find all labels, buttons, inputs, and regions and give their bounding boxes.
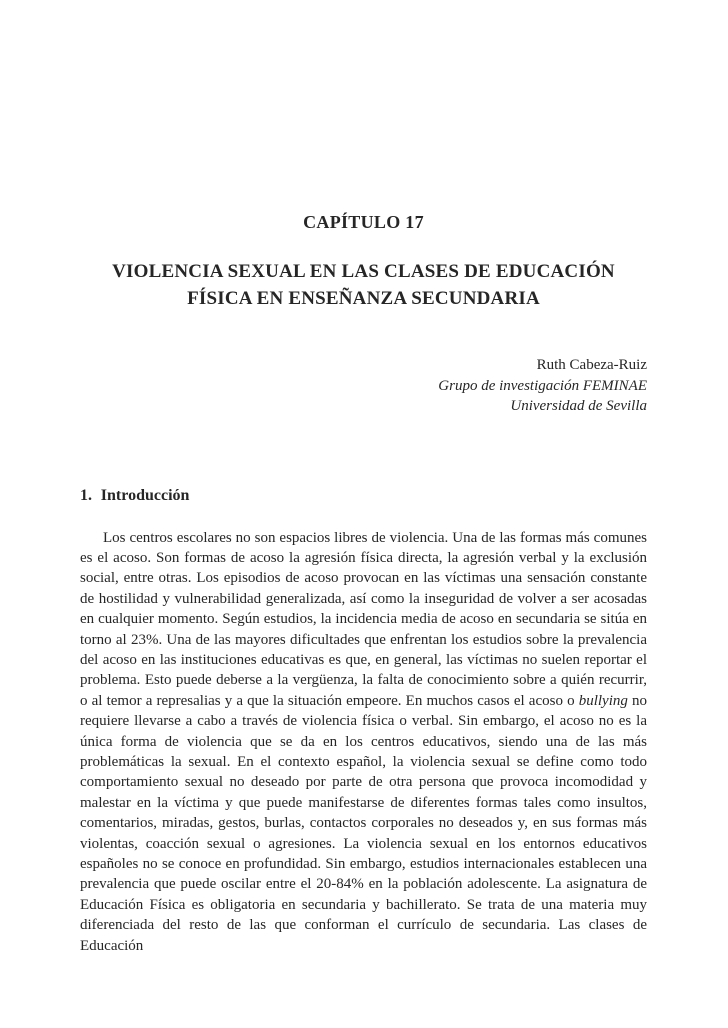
research-group: Grupo de investigación FEMINAE [438, 377, 647, 394]
affiliation: Universidad de Sevilla [510, 398, 647, 414]
section-heading-introduccion [80, 487, 647, 505]
section-title: Introducción [100, 486, 190, 504]
section-number: 1. [80, 486, 92, 504]
page-content [80, 0, 647, 956]
chapter-title-line-1: VIOLENCIA SEXUAL EN LAS CLASES DE EDUCACIÓN [112, 261, 615, 282]
chapter-title [80, 258, 647, 312]
byline [80, 355, 647, 417]
chapter-label: CAPÍTULO 17 [303, 212, 424, 232]
author-name: Ruth Cabeza-Ruiz [536, 357, 647, 373]
chapter-title-line-2: FÍSICA EN ENSEÑANZA SECUNDARIA [187, 288, 540, 309]
intro-paragraph: Los centros escolares no son espacios libres de violencia. Una de las formas más comunes es el acoso. Son formas de acoso la agresión física directa, la agresión verbal y la exclusión social, entre otras. Los episodios de acoso provocan en las víctimas una sensación constante de hostilidad y vulnerabilidad generalizada, así como la inseguridad de volver a ser acosadas en cualquier momento. Según estudios, la incidencia media de acoso en secundaria se sitúa en torno al 23%. Una de las mayores dificultades que enfrentan los estudios sobre la prevalencia del acoso en las instituciones educativas es que, en general, las víctimas no suelen reportar el problema. Esto puede deberse a la vergüenza, la falta de conocimiento sobre a quién recurrir, o al temor a represalias y a que la situación empeore. En muchos casos el acoso o bullying no requiere llevarse a cabo a través de violencia física o verbal. Sin embargo, el acoso no es la única forma de violencia que se da en los centros educativos, siendo una de las más problemáticas la sexual. En el contexto español, la violencia sexual se define como todo comportamiento sexual no deseado por parte de otra persona que provoca incomodidad y malestar en la víctima y que puede manifestarse de diferentes formas tales como insultos, comentarios, miradas, gestos, burlas, contactos corporales no deseados y, en sus formas más violentas, coacción sexual o agresiones. La violencia sexual en los entornos educativos españoles no se conoce en profundidad. Sin embargo, estudios internacionales establecen una prevalencia que puede oscilar entre el 20-84% en la población adolescente. La asignatura de Educación Física es obligatoria en secundaria y bachillerato. Se trata de una materia muy diferenciada del resto de las que conforman el currículo de secundaria. Las clases de Educación [80, 529, 647, 954]
